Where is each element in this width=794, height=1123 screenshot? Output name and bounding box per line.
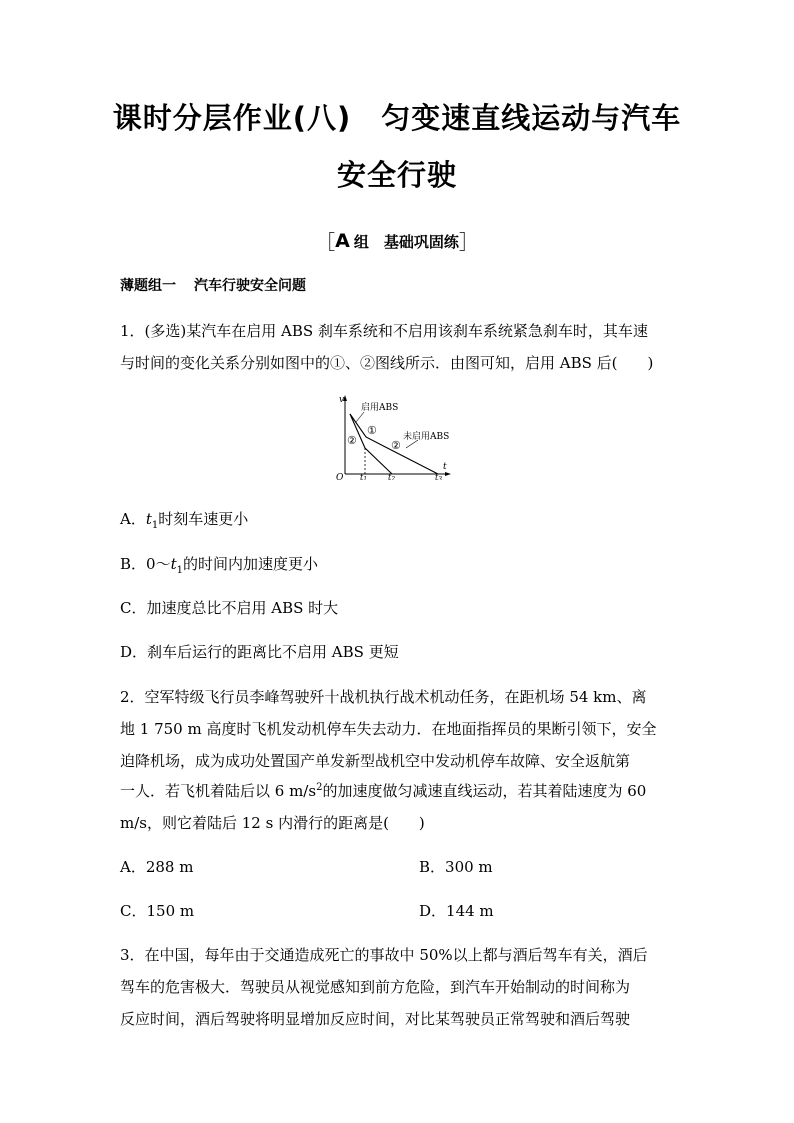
x-axis-arrow — [445, 472, 451, 476]
group-heading — [0, 226, 794, 255]
label-no-abs: 未启用ABS — [403, 432, 450, 442]
axis-t-label: t — [443, 462, 447, 472]
origin-label: O — [336, 473, 344, 480]
curve-marker-2b: ② — [391, 439, 401, 452]
q1-velocity-time-figure — [330, 392, 460, 480]
section-label: 薄题组一 — [120, 278, 176, 294]
q1-line1: 1．(多选)某汽车在启用 ABS 刹车系统和不启用该刹车系统紧急刹车时，其车速 — [120, 322, 648, 340]
q1-option-b[interactable]: B．$0\sim t_1$的时间内加速度更小 — [120, 555, 318, 576]
label-abs: 启用ABS — [361, 403, 399, 413]
q2-option-b[interactable]: B．300 m — [419, 858, 493, 876]
q1-line2: 与时间的变化关系分别如图中的①、②图线所示．由图可知，启用 ABS 后( ) — [120, 354, 654, 372]
group-bracket-open: ［ — [315, 230, 336, 254]
q2-option-c[interactable]: C．150 m — [120, 902, 195, 920]
q2-option-d[interactable]: D．144 m — [419, 902, 494, 920]
page-title-line2: 安全行驶 — [336, 158, 457, 192]
q2-line4: 一人．若飞机着陆后以 6 $m/s^2$的加速度做匀减速直线运动，若其着陆速度为 60 — [120, 782, 647, 800]
q3-line2: 驾车的危害极大．驾驶员从视觉感知到前方危险，到汽车开始制动的时间称为 — [120, 978, 631, 996]
q2-line1: 2．空军特级飞行员李峰驾驶歼十战机执行战术机动任务，在距机场 54 km、离 — [120, 688, 647, 706]
q2-line3: 迫降机场，成为成功处置国产单发新型战机空中发动机停车故障、安全返航第 — [120, 752, 631, 770]
q2-line2: 地 1 750 m 高度时飞机发动机停车失去动力．在地面指挥员的果断引领下，安全 — [120, 720, 657, 738]
group-text: 组 基础巩固练 — [353, 233, 459, 251]
q2-line5: m/s，则它着陆后 12 s 内滑行的距离是( ) — [120, 814, 425, 832]
section-topic: 汽车行驶安全问题 — [194, 278, 306, 294]
section-heading — [120, 275, 306, 295]
curve-marker-1: ① — [367, 424, 377, 437]
q2-option-a[interactable]: A．288 m — [120, 858, 194, 876]
tick-t3: t3 — [435, 473, 443, 480]
axis-v-label: v — [339, 395, 345, 405]
group-letter: A — [335, 230, 350, 252]
q3-line3: 反应时间，酒后驾驶将明显增加反应时间，对比某驾驶员正常驾驶和酒后驾驶 — [120, 1010, 631, 1028]
q1-option-a[interactable]: A．$t_1$时刻车速更小 — [120, 510, 249, 531]
tick-t2: t2 — [388, 473, 396, 480]
leader-abs — [356, 412, 364, 422]
q3-line1: 3．在中国，每年由于交通造成死亡的事故中 50%以上都与酒后驾车有关，酒后 — [120, 946, 648, 964]
tick-t1: t1 — [360, 473, 368, 480]
page-title-line1: 课时分层作业(八) 匀变速直线运动与汽车 — [112, 101, 682, 135]
q1-option-c[interactable]: C．加速度总比不启用 ABS 时大 — [120, 599, 339, 617]
group-bracket-close: ］ — [458, 230, 479, 254]
q1-option-d[interactable]: D．刹车后运行的距离比不启用 ABS 更短 — [120, 643, 399, 661]
curve-marker-2a: ② — [347, 434, 357, 447]
